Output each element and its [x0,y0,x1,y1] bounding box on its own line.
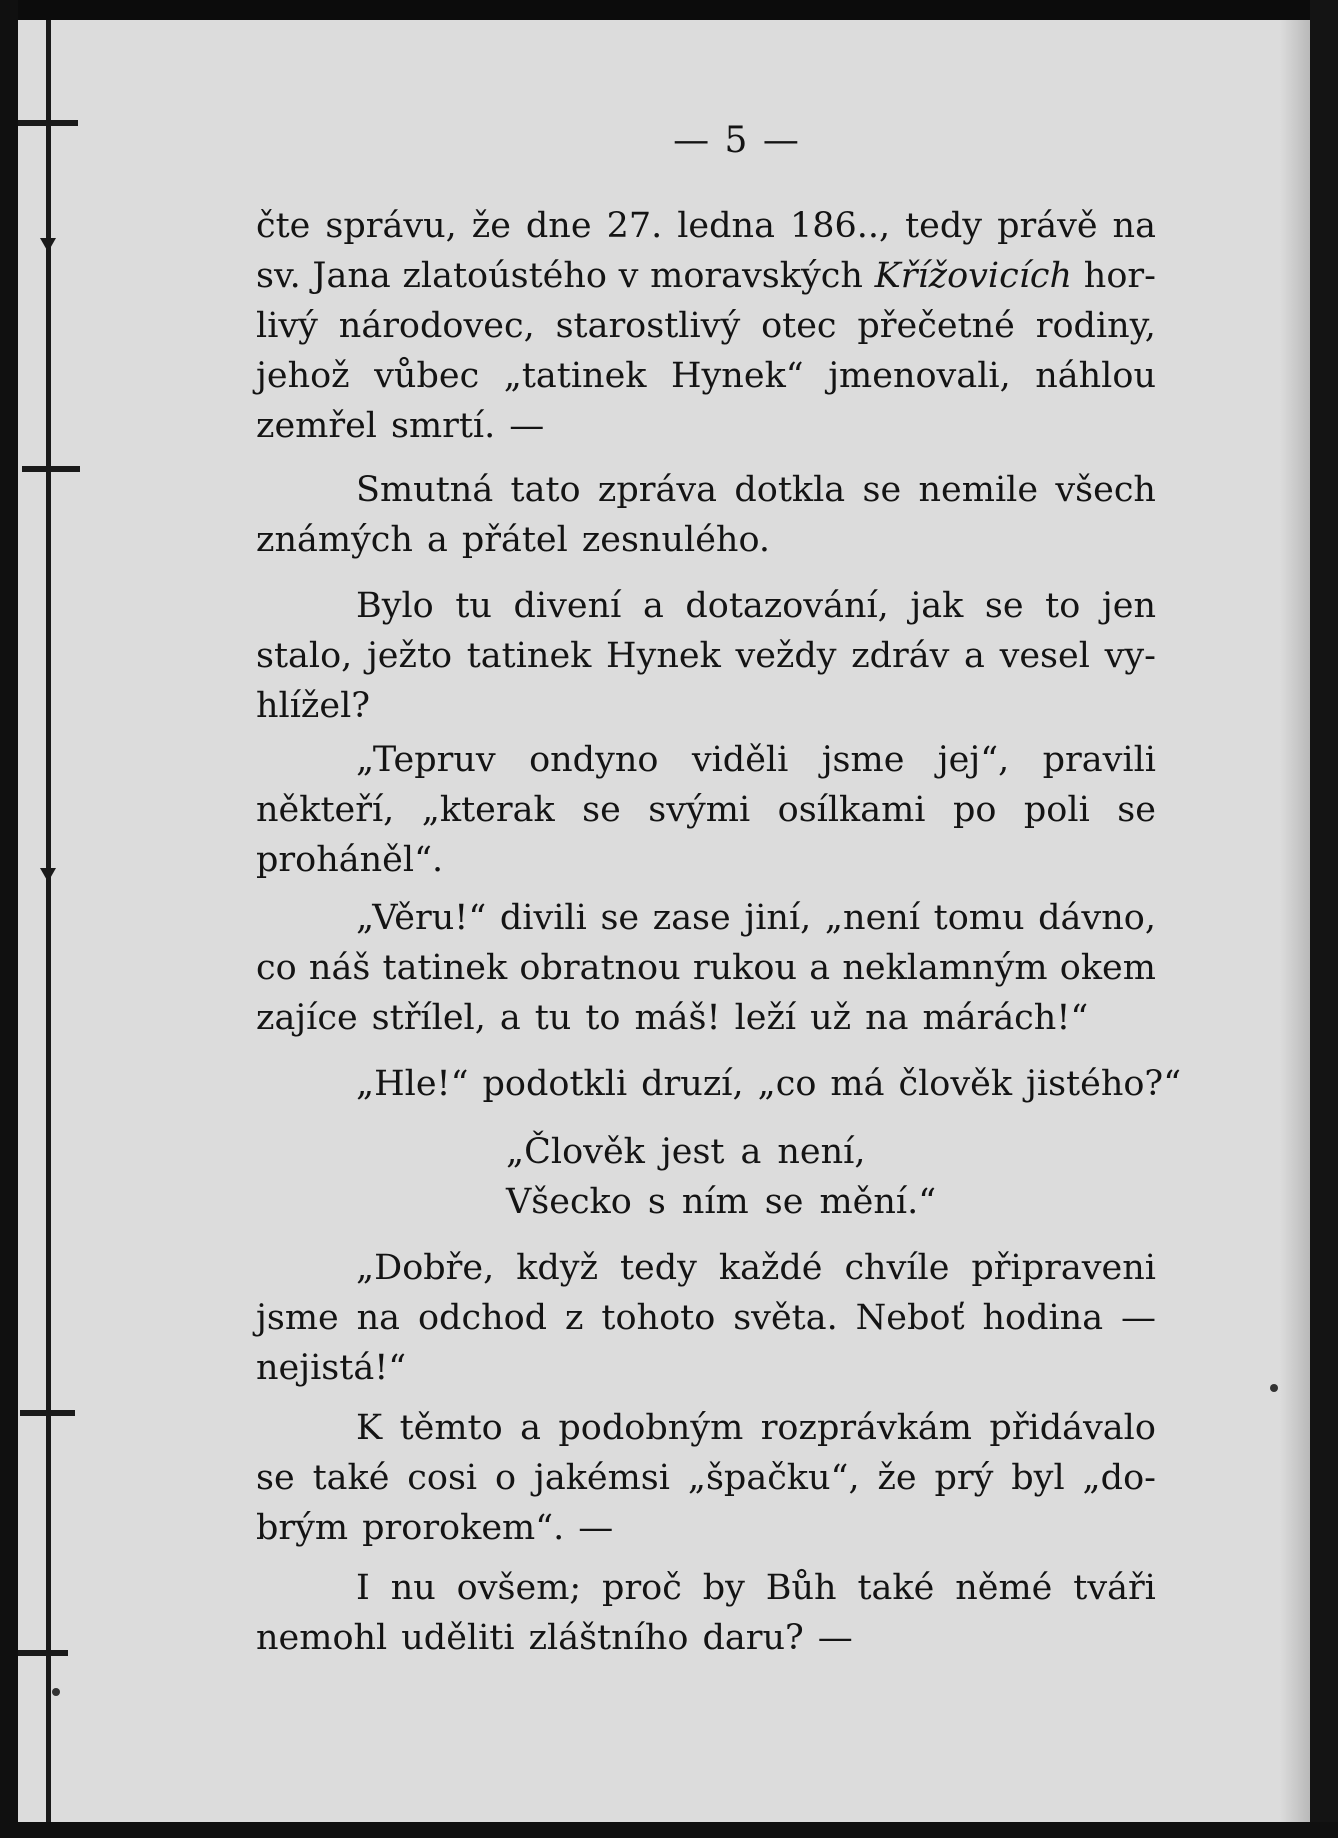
text-line [256,838,1156,882]
word: se [984,586,1024,626]
binding-mark [40,238,56,252]
text-line [256,354,1156,398]
binding-line [46,20,51,1822]
word: viděli [691,740,789,780]
word: jsme [821,740,905,780]
word: tohoto [601,1298,716,1338]
word: proč [602,1568,682,1608]
text-line [256,946,1156,990]
word: přečetné [857,306,1015,346]
word: že [471,206,511,246]
text-line [256,996,1156,1040]
word: dávno, [1038,898,1156,938]
word: ježto [366,636,453,676]
word: zajíce [256,998,358,1038]
word: náš [308,948,371,988]
word: „kterak [421,790,555,830]
page-edge-shadow [1280,20,1310,1822]
verse-line [256,1180,1156,1224]
word: tato [510,470,581,510]
word: I [356,1568,370,1608]
text-line [256,1566,1156,1610]
word: střílel, [371,998,486,1038]
text-line [256,1062,1182,1106]
word: druzí, [641,1064,744,1104]
word: Neboť [855,1298,965,1338]
word: „Člověk [506,1132,645,1172]
text-line [256,204,1156,248]
word: a [520,1408,541,1448]
word: veždy [735,636,837,676]
word: světa. [733,1298,838,1338]
word: Křížovicích [874,256,1073,296]
word: má [830,1064,885,1104]
word: dne [525,206,592,246]
text-line [256,788,1156,832]
text-line [256,518,1156,562]
word: vesel [999,636,1090,676]
page-number: — 5 — [673,120,801,161]
word: jiní, [744,898,812,938]
word: každé [718,1248,823,1288]
word: a [642,586,664,626]
word: dotkla [734,470,846,510]
word: „Tepruv [356,740,496,780]
word: se [256,1458,295,1498]
text-line [256,1406,1156,1450]
word: by [702,1568,745,1608]
word: vůbec [374,356,480,396]
word: už [810,998,852,1038]
text-line [256,738,1156,782]
text-line [256,634,1156,678]
word: co [256,948,297,988]
word: starostlivý [555,306,741,346]
text-line [256,254,1156,298]
text-line [256,1346,1156,1390]
word: těmto [399,1408,503,1448]
word: to [1045,586,1081,626]
word: hodina [982,1298,1104,1338]
word: ondyno [529,740,659,780]
word: K [356,1408,383,1448]
scan-border-bottom [0,1822,1338,1838]
word: leží [734,998,797,1038]
word: máš! [634,998,721,1038]
word: 186.., [789,206,891,246]
word: jistého?“ [1026,1064,1182,1104]
word: jen [1101,586,1156,626]
word: „tatinek [503,356,647,396]
word: jest [660,1132,725,1172]
word: hlížel? [256,686,371,726]
binding-stitch [22,466,80,472]
text-line [256,468,1156,512]
word: tomu [933,898,1025,938]
word: právě [997,206,1098,246]
word: němé [955,1568,1053,1608]
word: sv. [256,256,301,296]
word: hor- [1083,256,1156,296]
word: „špačku“, [687,1458,860,1498]
word: jakémsi [533,1458,670,1498]
ink-speck [1270,1384,1278,1392]
text-line [256,404,1156,448]
word: rodiny, [1035,306,1156,346]
word: neklamným [842,948,1048,988]
ink-speck [52,1688,60,1696]
word: stalo, [256,636,353,676]
word: brým [256,1508,349,1548]
word: Hynek [606,636,721,676]
word: připraveni [971,1248,1156,1288]
word: z [565,1298,584,1338]
word: tedy [905,206,983,246]
word: daru? [702,1618,804,1658]
word: jmenovali, [828,356,1011,396]
word: se [862,470,902,510]
word: jak [910,586,964,626]
word: otec [761,306,837,346]
word: chvíle [844,1248,950,1288]
binding-stitch [18,1650,68,1656]
word: zesnulého. [581,520,771,560]
word: také [312,1458,390,1498]
word: správu, [325,206,457,246]
word: známých [256,520,413,560]
word: dotazování, [685,586,889,626]
word: livý [256,306,318,346]
word: se [1117,790,1156,830]
word: náhlou [1035,356,1156,396]
word: a [499,998,521,1038]
text-line [256,1456,1156,1500]
word: pravili [1042,740,1156,780]
word: ledna [677,206,775,246]
word: o [495,1458,517,1498]
word: 27. [606,206,663,246]
word: — [578,1508,614,1548]
word: zemřel [256,406,377,446]
word: poli [1023,790,1090,830]
word: na [356,1298,401,1338]
word: mění.“ [819,1182,937,1222]
word: v [618,256,639,296]
word: ním [681,1182,749,1222]
word: okem [1059,948,1156,988]
word: „Hle!“ [356,1064,469,1104]
word: Smutná [356,470,494,510]
word: prorokem“. [362,1508,565,1548]
word: rozprávkám [760,1408,972,1448]
word: jehož [256,356,350,396]
word: nu [390,1568,436,1608]
word: cosi [407,1458,478,1498]
word: prý [934,1458,994,1498]
word: nemohl [256,1618,388,1658]
word: divili [499,898,587,938]
word: jej“, [937,740,1010,780]
text-line [256,1506,1156,1550]
word: moravských [650,256,863,296]
text-line [256,304,1156,348]
binding-stitch [20,1410,75,1416]
word: zpráva [597,470,718,510]
word: „Dobře, [356,1248,495,1288]
word: a [426,520,448,560]
word: Jana [312,256,391,296]
word: na [865,998,909,1038]
text-line [256,1616,1156,1660]
word: že [877,1458,917,1498]
word: — [509,406,545,446]
word: ovšem; [456,1568,582,1608]
word: nemile [918,470,1039,510]
word: Hynek“ [671,356,804,396]
scan-border-left [0,0,18,1838]
text-line [256,684,1156,728]
word: odchod [417,1298,548,1338]
word: uděliti [401,1618,515,1658]
word: všech [1055,470,1156,510]
word: smrtí. [390,406,496,446]
word: podotkli [482,1064,628,1104]
verse-line [256,1130,1156,1174]
word: márách!“ [922,998,1089,1038]
word: tu [534,998,572,1038]
word: a [809,948,831,988]
binding-mark [40,868,56,882]
word: tu [455,586,492,626]
word: „co [757,1064,817,1104]
word: jsme [256,1298,339,1338]
word: rukou [692,948,797,988]
text-line [256,1246,1156,1290]
binding-stitch [18,120,78,126]
word: svými [648,790,751,830]
word: národovec, [338,306,535,346]
word: Bůh [765,1568,837,1608]
word: čte [256,206,311,246]
word: divení [513,586,622,626]
word: Všecko [506,1182,632,1222]
word: se [600,898,640,938]
word: také [857,1568,935,1608]
word: není, [777,1132,866,1172]
scan-border-right [1310,0,1338,1838]
word: zase [652,898,731,938]
text-line [256,896,1156,940]
word: se [582,790,621,830]
word: tedy [619,1248,697,1288]
scan-border-top [0,0,1338,20]
word: — [1121,1298,1156,1338]
word: tváři [1073,1568,1156,1608]
word: člověk [898,1064,1013,1104]
word: s [647,1182,666,1222]
word: když [516,1248,599,1288]
text-line [256,1296,1156,1340]
word: přátel [461,520,568,560]
word: po [952,790,997,830]
word: tatinek [382,948,508,988]
word: podobným [558,1408,744,1448]
word: se [764,1182,804,1222]
word: nejistá!“ [256,1348,407,1388]
word: osílkami [777,790,926,830]
word: proháněl“. [256,840,444,880]
word: „do- [1082,1458,1156,1498]
word: někteří, [256,790,395,830]
word: obratnou [519,948,681,988]
word: a [740,1132,762,1172]
word: vy- [1104,636,1156,676]
word: „Věru!“ [356,898,487,938]
word: to [585,998,621,1038]
text-line [256,584,1156,628]
word: a [964,636,985,676]
word: na [1112,206,1156,246]
word: zláštního [528,1618,689,1658]
word: přidávalo [989,1408,1156,1448]
word: zlatoústého [402,256,607,296]
word: byl [1011,1458,1065,1498]
word: — [817,1618,853,1658]
word: Bylo [356,586,434,626]
word: tatinek [466,636,592,676]
word: zdráv [851,636,950,676]
word: „není [824,898,921,938]
